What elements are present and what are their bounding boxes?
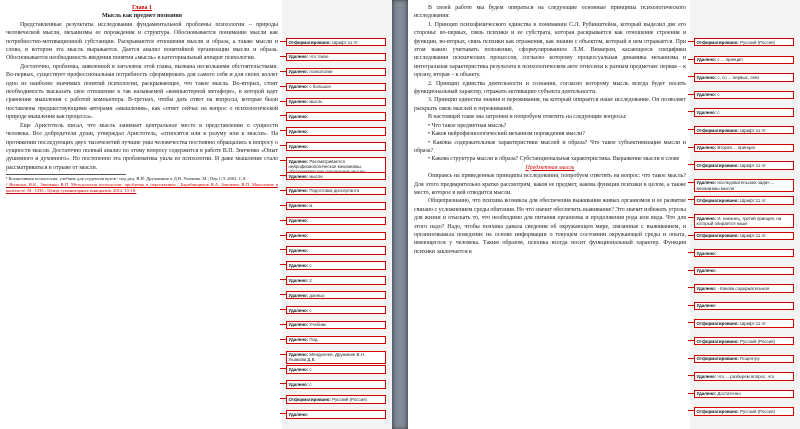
balloon-label: Удалено: xyxy=(288,114,309,120)
questions-intro: В настоящей главе мы затронем и попробуем ответить на следующие вопросы: xyxy=(428,114,627,121)
balloon-label: Отформатировано: xyxy=(696,162,739,168)
right-revision-balloon[interactable] xyxy=(694,144,794,152)
balloon-label: Удалено: xyxy=(288,277,309,283)
balloon-text: . xyxy=(716,303,719,309)
left-revision-balloon[interactable] xyxy=(286,261,386,269)
balloon-text: Шрифт:11 пт xyxy=(738,197,766,203)
balloon-text: Шрифт:11 пт xyxy=(738,162,766,168)
balloon-text: исследовательских задач ... механизмы мысли xyxy=(696,180,775,191)
right-revision-balloon[interactable] xyxy=(694,302,794,310)
balloon-text: с xyxy=(308,262,312,268)
right-balloon-connector xyxy=(688,340,694,341)
balloon-label: Удалено: xyxy=(696,391,717,397)
left-balloon-connector xyxy=(280,41,286,42)
right-balloon-connector xyxy=(688,76,694,77)
right-balloon-connector xyxy=(688,94,694,95)
balloon-label: Отформатировано: xyxy=(288,39,331,45)
left-revision-balloon[interactable] xyxy=(286,291,386,299)
left-balloon-connector xyxy=(280,294,286,295)
right-revision-balloon[interactable] xyxy=(694,196,794,204)
balloon-text: с xyxy=(716,92,720,98)
right-revision-balloon[interactable] xyxy=(694,372,794,380)
balloon-text: Рассматривается нейрофизиологическое механизмы, xyxy=(288,158,362,169)
left-revision-balloon[interactable] xyxy=(286,187,386,195)
balloon-label: Отформатировано: xyxy=(696,409,739,414)
balloon-text: . xyxy=(308,247,311,253)
balloon-label: Удалено: xyxy=(288,292,309,298)
left-revision-balloon[interactable] xyxy=(286,246,386,254)
left-balloon-connector xyxy=(280,115,286,116)
right-balloon-connector xyxy=(688,305,694,306)
balloon-text: с ... принцип xyxy=(716,57,743,63)
left-document-page xyxy=(0,0,392,429)
left-balloon-connector xyxy=(280,86,286,87)
balloon-label: Удалено: xyxy=(696,373,717,379)
balloon-text: Учебник xyxy=(308,322,327,328)
balloon-text: Русский (Россия) xyxy=(738,338,775,344)
balloon-label: Удалено: xyxy=(288,173,309,179)
balloon-label: Удалено: xyxy=(696,57,717,63)
footnote-1: ¹ Когнитивная психология: учебник для студентов вузов / под ред. В.Н. Дружинина и Д.В. Ушакова. М.: Пер СЭ, 2002. С.8. xyxy=(6,176,247,182)
right-page-body[interactable] xyxy=(414,4,686,256)
balloon-text: . xyxy=(716,268,719,274)
left-revision-balloon[interactable] xyxy=(286,232,386,240)
balloon-label: Удалено: xyxy=(696,74,717,80)
left-revision-balloon[interactable] xyxy=(286,112,386,120)
balloon-label: Удалено: xyxy=(696,285,717,291)
balloon-label: Удалено: xyxy=(288,128,309,134)
balloon-label: Удалено: xyxy=(288,247,309,253)
subsection-title: Предметная мысль xyxy=(525,164,575,171)
right-paragraph-intro: В своей работе мы будем опираться на следующие основные принципы психологического исследования: xyxy=(414,5,686,20)
balloon-text: Достаточно xyxy=(716,391,741,397)
right-revision-balloon[interactable] xyxy=(694,267,794,275)
balloon-text: Шрифт:11 пт xyxy=(330,39,358,45)
question-4: • Какова структура мысли и образа? Субстанциональная характеристика. Выражение мысли в слове xyxy=(428,156,680,163)
left-revision-balloon[interactable] xyxy=(286,38,386,46)
left-revision-balloon[interactable] xyxy=(286,321,386,329)
balloon-label: Удалено: xyxy=(288,322,309,328)
right-balloon-connector xyxy=(688,59,694,60)
balloon-label: Отформатировано: xyxy=(696,356,739,362)
left-paragraph-1: Представленные результаты исследования фундаментальной проблемы психологии – природы человеческой мысли, механизмы ее порождения и структура. Обосновывается понимание мысли как потребностно-мотивационной субстанции. Раскрываются отношения мысли и образа, а также мысли и слова, в котором эта мысль выражается. Дается анализ понятийной организации мысли и образа. Обосновывается необходимость введения понятия «мысль» в категориальный аппарат психологии. xyxy=(6,21,278,62)
balloon-text: - Какова содержательная xyxy=(716,285,770,291)
left-balloon-connector xyxy=(280,160,286,161)
left-balloon-connector xyxy=(280,190,286,191)
balloon-text: . xyxy=(308,233,311,239)
balloon-text: . xyxy=(308,218,311,224)
balloon-label: Удалено: xyxy=(696,268,717,274)
section-title: Мысль как предмет познания xyxy=(102,13,182,20)
principle-1: 1. Принцип психофизического единства в понимании С.Л. Рубинштейна, который выделил две его стороны: во-первых, связь психики и ее субстрата, которая раскрывается как отношение строения и функции, во-вторых, связь психики как отражения, как знания с объектом, который в нем отражается. При этом важно учитывать положение, сформулированное Л.М. Веккером, касающееся специфики исследования психических процессов, согласно которому процессуальная динамика механизма и интегральная характеристика результата в психологическом акте отнесены к разным предметам: первая – к органу, вторая – к объекту. xyxy=(414,21,686,79)
right-balloon-connector xyxy=(688,252,694,253)
balloon-label: Удалено: xyxy=(696,250,717,256)
left-revision-balloon[interactable] xyxy=(286,172,386,180)
left-revision-balloon[interactable] xyxy=(286,306,386,314)
balloon-text: что такое xyxy=(308,54,329,60)
balloon-text: м xyxy=(308,203,313,209)
right-balloon-connector xyxy=(688,129,694,130)
left-balloon-connector xyxy=(280,264,286,265)
balloon-text: 2 xyxy=(308,277,312,283)
right-revision-balloon[interactable] xyxy=(694,232,794,240)
left-revision-balloon[interactable] xyxy=(286,142,386,150)
balloon-label: Удалено: xyxy=(288,337,309,343)
balloon-label: Удалено: xyxy=(696,92,717,98)
left-revision-balloon[interactable] xyxy=(286,83,386,91)
right-balloon-connector xyxy=(688,270,694,271)
balloon-text: с xyxy=(308,381,312,387)
right-balloon-connector xyxy=(688,41,694,42)
right-balloon-connector xyxy=(688,182,694,183)
balloon-text: . xyxy=(308,128,311,134)
left-revision-balloon[interactable] xyxy=(286,410,386,418)
right-balloon-connector xyxy=(688,147,694,148)
balloon-text: с xyxy=(308,367,312,373)
balloon-text: с xyxy=(308,307,312,313)
question-2: • Каков нейрофизиологический механизм порождения мысли? xyxy=(428,131,585,138)
balloon-label: Удалено: xyxy=(288,84,309,90)
balloon-label: Отформатировано: xyxy=(696,233,739,239)
balloon-label: Удалено: xyxy=(288,218,309,224)
left-revision-balloon[interactable] xyxy=(286,276,386,284)
balloon-label: Удалено: xyxy=(696,303,717,309)
left-balloon-connector xyxy=(280,220,286,221)
balloon-label: Удалено: xyxy=(696,109,717,115)
balloon-label: Удалено: xyxy=(288,367,309,373)
balloon-text: Русский (Россия) xyxy=(738,409,775,414)
right-balloon-connector xyxy=(688,393,694,394)
right-paragraph-approach: Опираясь на приведенные принципы исследования, попробуем ответить на вопрос: что такое мысль? Для этого предварительно кратко рассмотрим, каков ее предмет, какова функция психики в целом, а также место, которое в ней отводится мысли. xyxy=(414,173,686,196)
left-balloon-connector xyxy=(280,56,286,57)
balloon-label: Удалено: xyxy=(288,99,309,105)
right-revision-balloon[interactable] xyxy=(694,91,794,99)
balloon-label: Удалено: xyxy=(288,188,309,194)
left-revision-balloon[interactable] xyxy=(286,395,386,403)
balloon-label: Удалено: xyxy=(288,352,309,358)
left-balloon-connector xyxy=(280,398,286,399)
balloon-label: Удалено: xyxy=(696,215,717,221)
balloon-text: Поцентру xyxy=(738,356,760,362)
balloon-text: психологии xyxy=(308,69,333,75)
balloon-text: Вторая ... принцип xyxy=(716,145,755,151)
left-balloon-connector xyxy=(280,309,286,310)
balloon-text: Русский (Россия) xyxy=(738,39,775,45)
right-revision-balloon[interactable] xyxy=(694,337,794,345)
balloon-text: Менделеев, Дружинин В.Н. Ушакова Д.В. xyxy=(288,352,366,363)
balloon-label: Отформатировано: xyxy=(696,39,739,45)
balloon-label: Удалено: xyxy=(288,233,309,239)
right-balloon-connector xyxy=(688,358,694,359)
balloon-label: Отформатировано: xyxy=(288,396,331,402)
right-document-page xyxy=(408,0,800,429)
right-revision-balloon[interactable] xyxy=(694,407,794,415)
left-balloon-connector xyxy=(280,101,286,102)
footnotes xyxy=(6,176,278,194)
left-revision-balloon[interactable] xyxy=(286,127,386,135)
right-paragraph-psyche: Общепризнанно, что психика возникла для обеспечения выживания живых организмов и ее развитие связано с усложнением среды обитания. Но что значит обеспечить выживание? Это значит избежать угрозы для жизни и отыскать то, что необходимо для питания организма и продолжения рода или вида. Что для этого надо? Надо, чтобы психика давала сведения об окружающем мире, связанные с выживанием, и организовывала поведение на основе информации о текущем состоянии окружающей среды и опыта, имеющегося у человека. Таким образом, психика всегда носит функциональный характер. Функция психики заключается в xyxy=(414,198,686,255)
right-balloon-connector xyxy=(688,235,694,236)
balloon-label: Удалено: xyxy=(288,411,309,417)
left-revision-balloon[interactable] xyxy=(286,68,386,76)
right-balloon-connector xyxy=(688,287,694,288)
right-revision-balloon[interactable] xyxy=(694,284,794,292)
right-revision-balloon[interactable] xyxy=(694,108,794,116)
balloon-label: Отформатировано: xyxy=(696,127,739,133)
balloon-label: Удалено: xyxy=(288,262,309,268)
balloon-label: Удалено: xyxy=(288,381,309,387)
left-balloon-connector xyxy=(280,175,286,176)
left-balloon-connector xyxy=(280,354,286,355)
right-revision-balloon[interactable] xyxy=(694,214,794,228)
left-revision-balloon[interactable] xyxy=(286,380,386,388)
balloon-label: Удалено: xyxy=(696,145,717,151)
left-balloon-connector xyxy=(280,324,286,325)
balloon-label: Удалено: xyxy=(288,307,309,313)
question-3: • Каковы содержательные характеристики мыслей и образа? Что такое субъективизация мысли и образа? xyxy=(414,139,686,154)
balloon-label: Удалено: xyxy=(288,203,309,209)
balloon-label: Отформатировано: xyxy=(696,338,739,344)
right-revision-balloon[interactable] xyxy=(694,38,794,46)
left-balloon-connector xyxy=(280,145,286,146)
right-balloon-connector xyxy=(688,199,694,200)
right-revision-balloon[interactable] xyxy=(694,390,794,398)
left-revision-balloon[interactable] xyxy=(286,98,386,106)
principle-3: 3. Принцип единства знания и переживания, на который опирается наше исследование. Он позволяет раскрыть связь мыслей и переживаний. xyxy=(414,97,686,112)
balloon-text: . xyxy=(716,250,719,256)
balloon-label: Удалено: xyxy=(288,158,309,164)
left-page-body[interactable] xyxy=(6,4,278,194)
balloon-text: данных xyxy=(308,292,325,298)
balloon-text: Русский (Россия) xyxy=(330,396,367,402)
left-revision-balloon[interactable] xyxy=(286,351,386,365)
right-balloon-connector xyxy=(688,322,694,323)
balloon-text: мысль xyxy=(308,99,323,105)
balloon-text: Шрифт:11 пт xyxy=(738,321,766,327)
left-balloon-connector xyxy=(280,279,286,280)
left-revision-balloon[interactable] xyxy=(286,217,386,225)
left-balloon-connector xyxy=(280,383,286,384)
principle-2: 2. Принцип единства деятельности и сознания, согласно которому мысль всегда будет носить функциональный характер, отражать мотивацию субъекта деятельности. xyxy=(414,80,686,96)
left-balloon-connector xyxy=(280,130,286,131)
right-revision-balloon[interactable] xyxy=(694,161,794,169)
balloon-text: что ... разберем вопрос, что xyxy=(716,373,775,379)
left-revision-balloon[interactable] xyxy=(286,202,386,210)
left-revision-balloon[interactable] xyxy=(286,365,386,373)
balloon-text: Под xyxy=(308,337,318,343)
left-paragraph-2: Достаточно, проблемы, заявленной в заголовок этой главы, вызвана несколькими обстоятельствами. Во-первых, существует профессиональная потребность сформировать для самого себя и для своих коллег одно из наиболее значимых понятий психологии, раскрывающее, что такое мысль. Во-вторых, стоит необходимость высказать свое отношение к так называемой «компьютерной метафоре», в которой идет сравнение мышления с работой компьютера. В-третьих, чтобы дать ответ на вопросы, которые были поставлены предшествующими авторами «мышления», как «ответ сейчас на вопрос о психологической природе мышления как процесса». xyxy=(6,63,278,121)
balloon-text: с xyxy=(716,109,720,115)
right-balloon-connector xyxy=(688,410,694,411)
right-balloon-connector xyxy=(688,111,694,112)
right-revision-balloon[interactable] xyxy=(694,319,794,327)
footnote-2: ² Вилюнас В.К., Зинченко В.П. Методология психологии: проблемы и перспективы / Барабанщиков В.А. Зинченко В.П. Мышление в контексте. М.: СПб.: Центр гуманитарных инициатив, 2012. 15-18. xyxy=(6,182,278,194)
balloon-label: Отформатировано: xyxy=(696,197,739,203)
right-revision-balloon[interactable] xyxy=(694,249,794,257)
page-gutter xyxy=(392,0,408,429)
balloon-text: . xyxy=(308,143,311,149)
balloon-text: Шрифт:11 пт xyxy=(738,233,766,239)
balloon-text: мысли xyxy=(308,173,323,179)
right-balloon-connector xyxy=(688,164,694,165)
right-revision-balloon[interactable] xyxy=(694,355,794,363)
balloon-text: И, наконец, третий принцип, на который опирается наше xyxy=(696,215,782,226)
right-revision-balloon[interactable] xyxy=(694,73,794,81)
balloon-label: Удалено: xyxy=(288,143,309,149)
balloon-text: с, со ... первых, связ xyxy=(716,74,760,80)
left-revision-balloon[interactable] xyxy=(286,336,386,344)
balloon-label: Удалено: xyxy=(696,180,717,186)
left-balloon-connector xyxy=(280,413,286,414)
chapter-title: Глава 1 xyxy=(132,5,152,11)
right-revision-balloon[interactable] xyxy=(694,126,794,134)
question-1: • Что такое предметная мысль? xyxy=(428,122,507,129)
left-balloon-connector xyxy=(280,205,286,206)
balloon-text: Шрифт:11 пт xyxy=(738,127,766,133)
balloon-label: Удалено: xyxy=(288,54,309,60)
left-balloon-connector xyxy=(280,235,286,236)
left-balloon-connector xyxy=(280,71,286,72)
balloon-label: Отформатировано: xyxy=(696,321,739,327)
left-revision-balloon[interactable] xyxy=(286,53,386,61)
right-revision-balloon[interactable] xyxy=(694,179,794,193)
balloon-text: с большое xyxy=(308,84,331,90)
right-balloon-connector xyxy=(688,217,694,218)
right-revision-balloon[interactable] xyxy=(694,56,794,64)
balloon-label: Удалено: xyxy=(288,69,309,75)
right-balloon-connector xyxy=(688,375,694,376)
left-paragraph-3: Еще Аристотель писал, что мысль занимает центральное место в представлении о сущности человека. Все добродетели души, утверждал Аристотель, «относятся или к разуму или к мысли». На протяжении последующих двух тысячелетий лучшие умы человечества постоянно обращались к вопросу о сущности мысли. Достаточно полный анализ по этому вопросу содержится в работе В.П. Зинченко «Опыт душевного и духовного». Но постепенно эта проблематика ушла из психологии. И даже мышление стало рассматриваться в отрыве от мысли. xyxy=(6,122,278,171)
left-balloon-connector xyxy=(280,249,286,250)
left-balloon-connector xyxy=(280,339,286,340)
left-balloon-connector xyxy=(280,368,286,369)
balloon-text: Подготовка диссертанта xyxy=(308,188,360,194)
